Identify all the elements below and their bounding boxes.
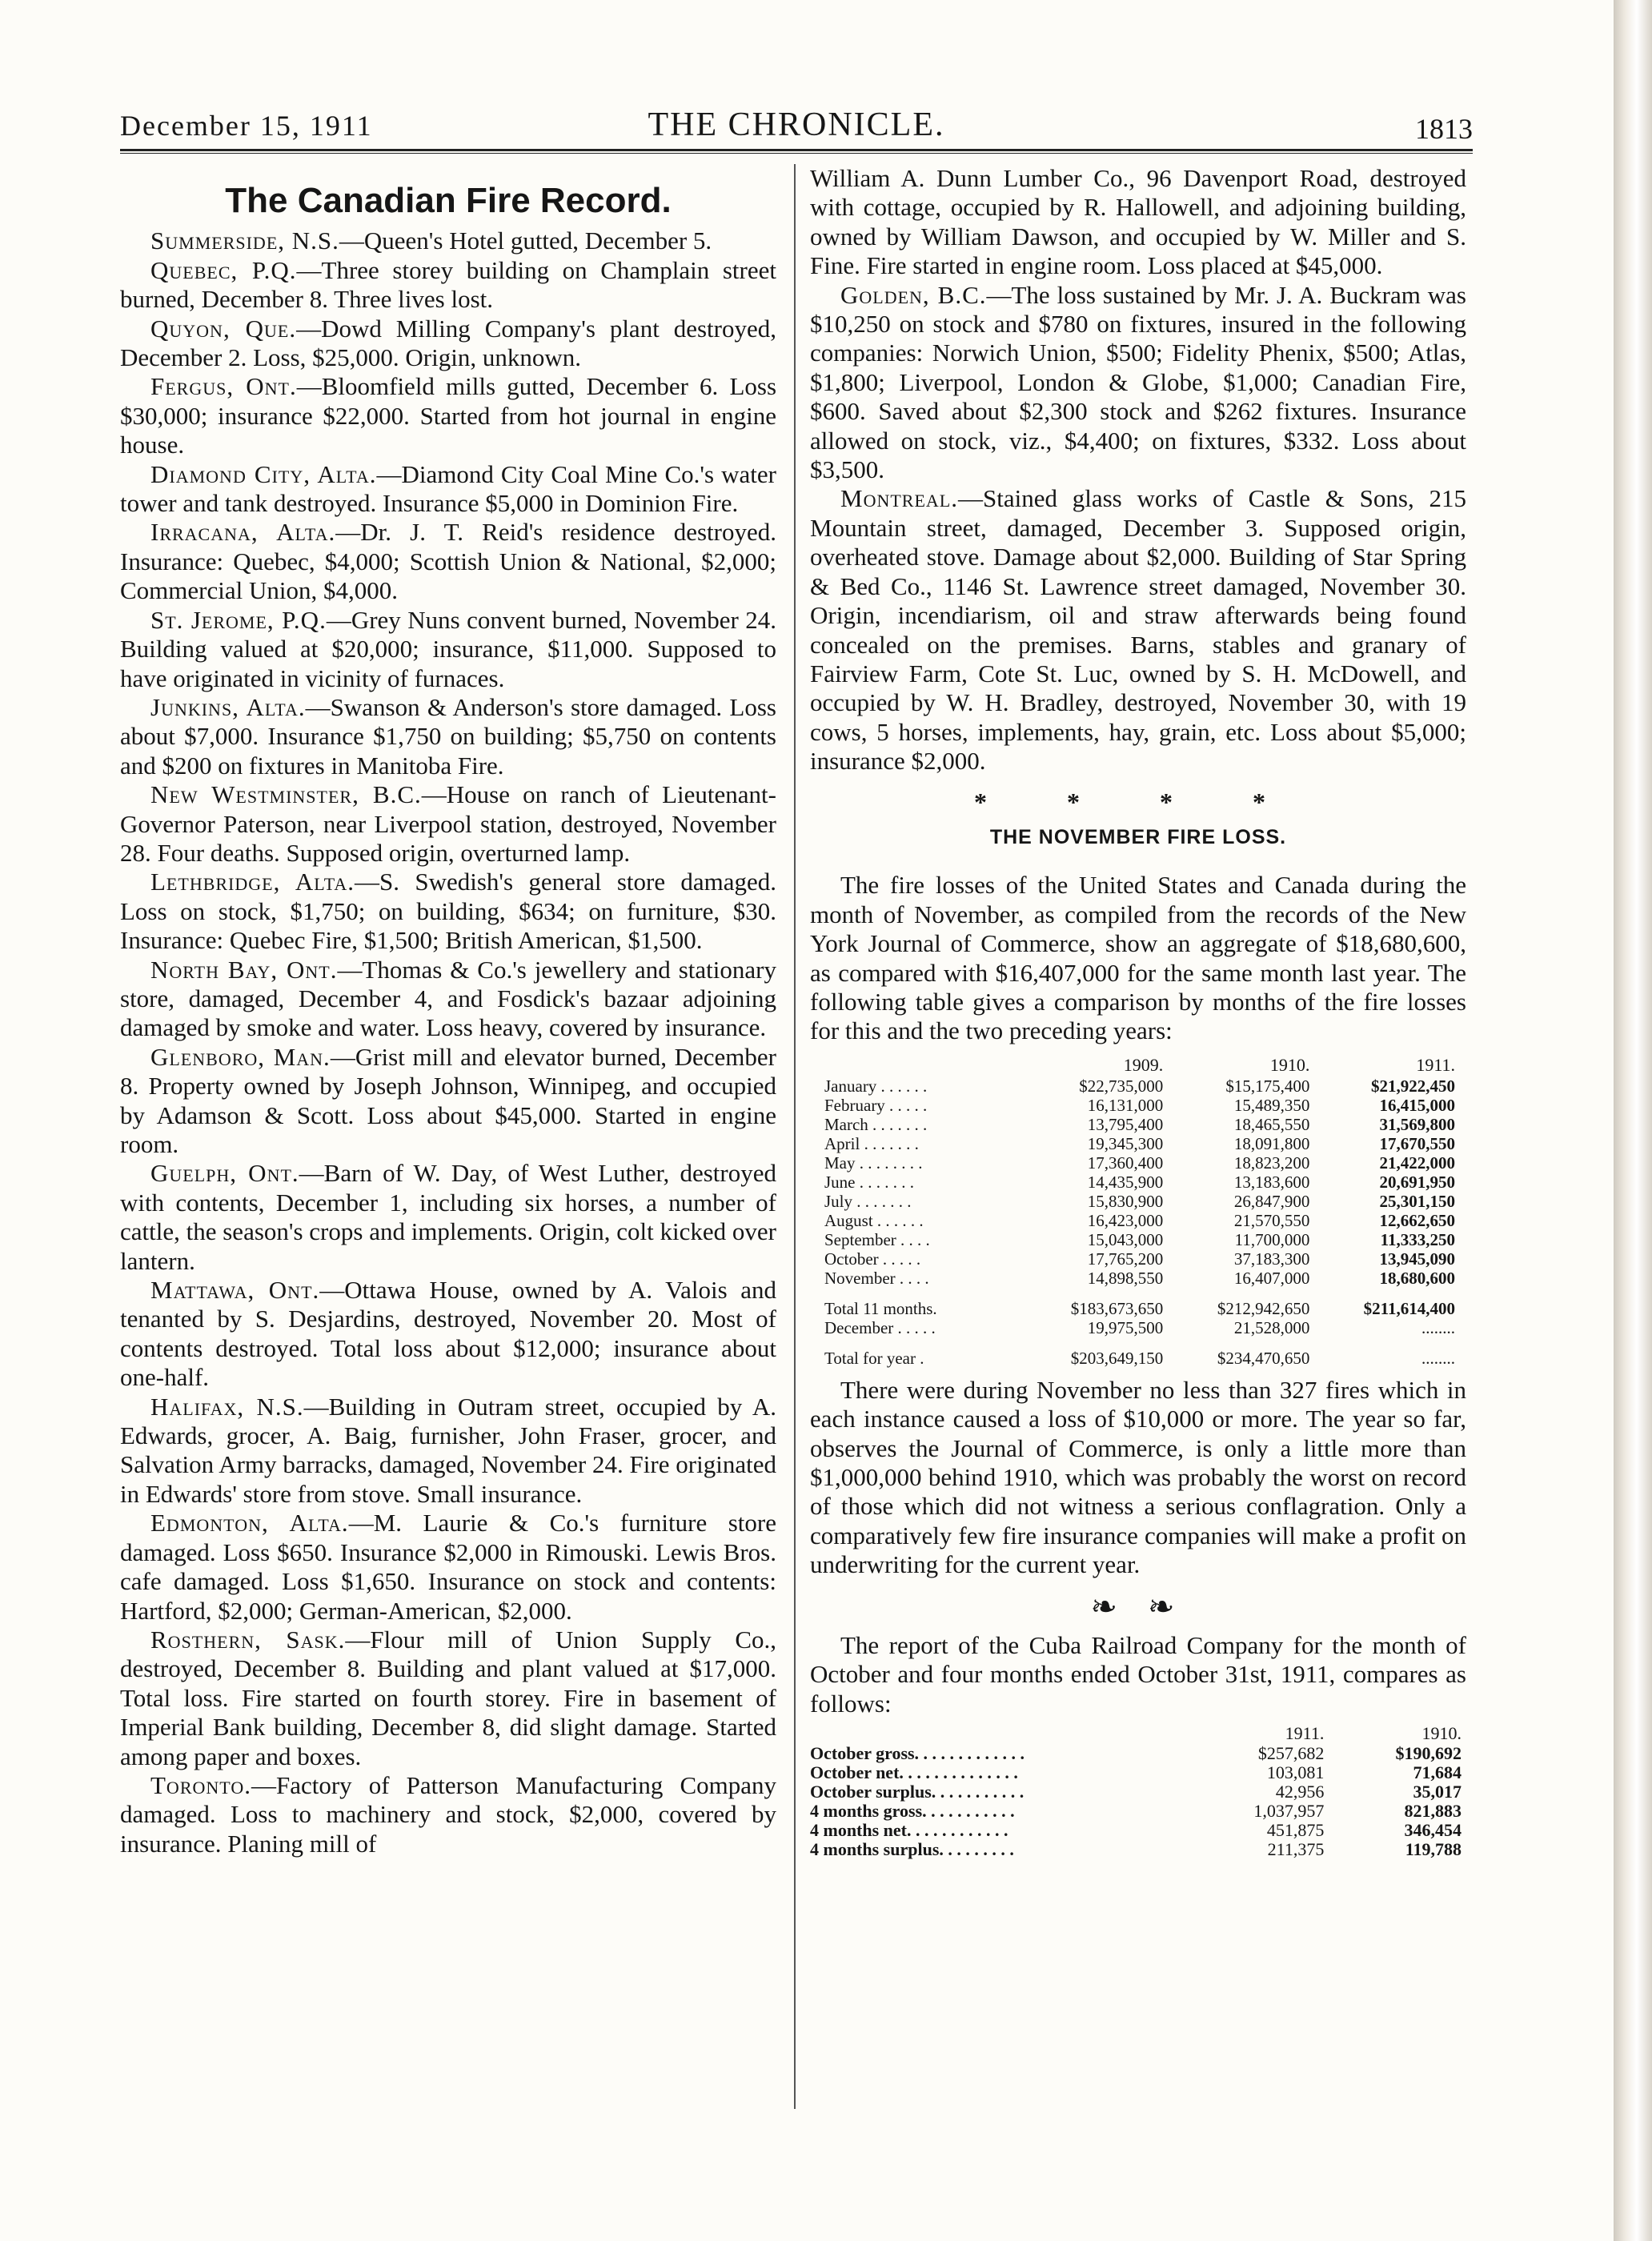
loss-value: 18,823,200 [1233,1153,1310,1173]
item-value: 35,017 [1413,1782,1462,1802]
item-value: 1,037,957 [1253,1801,1325,1822]
entry-text: —Bloomfield mills gutted, December 6. Loss $30,000; insurance $22,000. Started from hot journal in engine house. [120,372,777,459]
loss-value: 25,301,150 [1379,1191,1455,1211]
entry-text: —Dowd Milling Company's plant destroyed, December 2. Loss, $25,000. Origin, unknown. [120,314,776,372]
entry-place: Diamond City, Alta. [150,459,377,488]
month-label: December . . . . . [824,1317,936,1337]
fire-record-entry [120,372,776,459]
item-label: October surplus. . . . . . . . . . . [810,1782,1024,1802]
entry-place: North Bay, Ont. [150,955,338,984]
table-row [810,1318,1466,1337]
fire-loss-table [810,1056,1466,1368]
table-row [810,1821,1466,1840]
month-label: Total for year . [824,1348,924,1368]
month-label: June . . . . . . . [824,1172,914,1192]
table-row [810,1744,1466,1763]
loss-value: 11,333,250 [1380,1229,1455,1249]
header-date: December 15, 1911 [120,110,373,142]
loss-value: 16,423,000 [1087,1210,1164,1230]
table-row [810,1173,1466,1192]
month-label: July . . . . . . . [824,1191,912,1211]
loss-value: 16,415,000 [1379,1095,1455,1115]
page [120,0,1473,2241]
fire-loss-table-header [810,1056,1466,1076]
entry-text: —Queen's Hotel gutted, December 5. [339,227,712,255]
fire-record-entry [120,780,776,868]
section-separator-stars: * * * * [974,787,1302,816]
fire-record-entry [120,1043,776,1160]
loss-value: 17,670,550 [1379,1133,1455,1153]
loss-value: $21,922,450 [1371,1076,1455,1096]
item-value: 42,956 [1275,1782,1325,1802]
entry-text: —Stained glass works of Castle & Sons, 215 Mountain street, damaged, December 3. Supposed origin, overheated stove. Damage about $2,000. Building of Star Spring & Bed Co., 1146 St. Lawrence street damaged, November 30. Origin, incendiarism, oil and straw afterwards being found concealed on the premises. Barns, stables and granary of Fairview Farm, Cote St. Luc, owned by S. H. McDowell, and occupied by W. H. Bradley, destroyed, November 30, with 19 cows, 5 horses, implements, hay, grain, etc. Loss about $5,000; insurance $2,000. [810,484,1466,776]
loss-value: 15,489,350 [1233,1095,1310,1115]
entry-place: Fergus, Ont. [150,372,297,401]
entry-text: —Three storey building on Champlain street burned, December 8. Three lives lost. [120,255,776,314]
entry-place: Golden, B.C. [840,280,987,309]
loss-value: 37,183,300 [1233,1249,1310,1269]
table-row [810,1337,1466,1368]
item-label: October gross. . . . . . . . . . . . . [810,1743,1025,1764]
loss-value: $203,649,150 [1070,1348,1164,1368]
month-label: April . . . . . . . [824,1133,919,1153]
fire-record-entry [120,460,776,519]
table-row [810,1153,1466,1173]
loss-value: $212,942,650 [1217,1298,1310,1318]
month-label: September . . . . [824,1229,930,1249]
table-row [810,1192,1466,1211]
entry-place: Junkins, Alta. [150,692,306,721]
table-row [810,1211,1466,1230]
entry-text: —Grist mill and elevator burned, December 8. Property owned by Joseph Johnson, Winnipeg, and occupied by Adamson & Scott. Loss about $45,000. Started in engine room. [120,1042,776,1158]
entry-place: Irracana, Alta. [150,518,336,547]
table-row [810,1249,1466,1269]
loss-value: 15,830,900 [1087,1191,1164,1211]
cuba-railroad-table [810,1723,1466,1859]
loss-value: 18,091,800 [1233,1133,1310,1153]
loss-value: 18,680,600 [1379,1268,1455,1288]
loss-value: 13,945,090 [1379,1249,1455,1269]
entry-place: St. Jerome, P.Q. [150,605,327,634]
loss-value: ........ [1421,1348,1455,1368]
entry-place: Quyon, Que. [150,314,297,343]
continued-paragraph: William A. Dunn Lumber Co., 96 Davenport Road, destroyed with cottage, occupied by R. Hallowell, and adjoining building, owned by William Dawson, and occupied by W. Miller and S. Fine. Fire started in engine room. Loss placed at $45,000. [810,164,1466,280]
fire-loss-table-body [810,1076,1466,1368]
entry-text: —M. Laurie & Co.'s furniture store damaged. Loss $650. Insurance $2,000 in Rimouski. Lewis Bros. cafe damaged. Loss $1,650. Insurance on stock and contents: Hartford, $2,000; German-American, $2,000. [120,1509,777,1625]
fire-record-entry [120,1509,776,1626]
entry-place: Halifax, N.S. [150,1392,304,1421]
loss-value: 26,847,900 [1233,1191,1310,1211]
column-header [810,1723,1183,1744]
fire-record-entry [120,518,776,605]
loss-value: 13,795,400 [1087,1114,1164,1134]
entry-text: —S. Swedish's general store damaged. Loss on stock, $1,750; on building, $634; on furniture, $30. Insurance: Quebec Fire, $1,500; British American, $1,500. [120,868,777,955]
november-commentary: There were during November no less than 327 fires which in each instance caused a loss of $10,000 or more. The year so far, observes the Journal of Commerce, is only a little more than $1,000,000 behind 1910, which was probably the worst on record of those which did not witness a serious conflagration. Only a comparatively few fire insurance companies will make a profit on underwriting for the current year. [810,1375,1466,1579]
loss-value: 11,700,000 [1234,1229,1310,1249]
november-intro: The fire losses of the United States and Canada during the month of November, as compiled from the records of the New York Journal of Commerce, show an aggregate of $18,680,600, as compared with $16,407,000 for the same month last year. The following table gives a comparison by months of the fire losses for this and the two preceding years: [810,871,1466,1045]
section-title: The Canadian Fire Record. [225,181,672,220]
loss-value: 17,765,200 [1087,1249,1164,1269]
column-header: 1911. [1416,1054,1455,1075]
fire-record-entry [810,281,1466,485]
loss-value: $183,673,650 [1070,1298,1164,1318]
entry-place: Rosthern, Sask. [150,1625,346,1654]
table-row [810,1802,1466,1821]
month-label: March . . . . . . . [824,1114,928,1134]
table-row [810,1763,1466,1782]
entry-place: Toronto. [150,1770,251,1799]
entry-text: —Thomas & Co.'s jewellery and stationary store, damaged, December 4, and Fosdick's bazaar adjoining damaged by smoke and water. Loss heavy, covered by insurance. [120,955,776,1042]
table-row [810,1269,1466,1288]
entry-place: Montreal. [840,484,958,513]
fire-record-entry [120,315,776,373]
fire-record-entry [120,1159,776,1276]
table-row [810,1288,1466,1318]
fleuron-ornament: ❧ ❧ [1090,1588,1186,1625]
left-column [120,164,776,1858]
fire-record-entry [120,956,776,1043]
header-rule [120,149,1473,154]
fire-record-list-continued [810,281,1466,776]
item-value: 821,883 [1404,1801,1462,1822]
table-row [810,1782,1466,1802]
loss-value: 21,570,550 [1233,1210,1310,1230]
table-row [810,1230,1466,1249]
item-value: 103,081 [1266,1762,1325,1783]
column-header: 1910. [1269,1054,1310,1075]
fire-record-entry [120,1626,776,1771]
entry-place: Quebec, P.Q. [150,255,297,284]
column-header [810,1056,1028,1076]
item-value: 211,375 [1267,1839,1325,1860]
item-value: 346,454 [1404,1820,1462,1841]
cuba-intro: The report of the Cuba Railroad Company for the month of October and four months ended October 31st, 1911, compares as follows: [810,1631,1466,1718]
fire-record-list [120,227,776,1858]
entry-text: —Barn of W. Day, of West Luther, destroyed with contents, December 1, including six horses, a number of cattle, the season's crops and implements. Origin, colt kicked over lantern. [120,1159,776,1275]
fire-record-entry [120,256,776,315]
loss-value: 16,407,000 [1233,1268,1310,1288]
header-page-number: 1813 [1415,113,1473,145]
loss-value: 21,422,000 [1379,1153,1455,1173]
column-rule [794,164,796,2109]
entry-text: —House on ranch of Lieutenant-Governor Paterson, near Liverpool station, destroyed, November 28. Four deaths. Supposed origin, overturned lamp. [120,780,776,867]
loss-value: $15,175,400 [1225,1076,1310,1096]
fire-record-entry [120,1771,776,1858]
month-label: November . . . . [824,1268,929,1288]
entry-text: —Ottawa House, owned by A. Valois and tenanted by S. Desjardins, destroyed, November 20. Most of contents destroyed. Total loss about $12,000; insurance about one-half. [120,1276,776,1392]
item-value: $257,682 [1257,1743,1325,1764]
loss-value: 17,360,400 [1087,1153,1164,1173]
right-column [810,164,1466,1859]
entry-text: —Building in Outram street, occupied by A. Edwards, grocer, A. Baig, furnisher, John Fraser, grocer, and Salvation Army barracks, damaged, November 24. Fire originated in Edwards' store from stove. Small insurance. [120,1392,776,1508]
loss-value: 18,465,550 [1233,1114,1310,1134]
header-title: THE CHRONICLE. [648,106,945,143]
entry-place: Lethbridge, Alta. [150,868,355,896]
cuba-table-body [810,1744,1466,1859]
item-label: 4 months surplus. . . . . . . . . [810,1839,1014,1860]
item-value: 451,875 [1266,1820,1325,1841]
entry-place: New Westminster, B.C. [150,780,422,809]
table-row [810,1076,1466,1096]
entry-text: —Grey Nuns convent burned, November 24. Building valued at $20,000; insurance, $11,000. Supposed to have originated in vicinity of furnaces. [120,605,777,692]
month-label: May . . . . . . . . [824,1153,923,1173]
running-header [120,106,1473,154]
table-row [810,1840,1466,1859]
fire-record-entry [120,227,776,255]
month-label: February . . . . . [824,1095,928,1115]
entry-place: Guelph, Ont. [150,1159,299,1188]
column-header: 1911. [1285,1723,1325,1744]
entry-text: —Swanson & Anderson's store damaged. Loss about $7,000. Insurance $1,750 on building; $5,750 on contents and $200 on fixtures in Manitoba Fire. [120,692,776,780]
entry-text: —Dr. J. T. Reid's residence destroyed. Insurance: Quebec, $4,000; Scottish Union & National, $2,000; Commercial Union, $4,000. [120,518,776,605]
entry-text: —The loss sustained by Mr. J. A. Buckram was $10,250 on stock and $780 on fixtures, insured in the following companies: Norwich Union, $500; Fidelity Phenix, $500; Atlas, $1,800; Liverpool, London & Globe, $1,000; Canadian Fire, $600. Saved about $2,300 stock and $262 fixtures. Insurance allowed on stock, viz., $4,400; on fixtures, $332. Loss about $3,500. [810,280,1466,484]
table-row [810,1115,1466,1134]
month-label: August . . . . . . [824,1210,924,1230]
loss-value: $22,735,000 [1079,1076,1164,1096]
entry-place: Edmonton, Alta. [150,1509,349,1537]
item-label: October net. . . . . . . . . . . . . . [810,1762,1018,1783]
loss-value: $234,470,650 [1217,1348,1310,1368]
loss-value: 15,043,000 [1087,1229,1164,1249]
month-label: October . . . . . [824,1249,921,1269]
loss-value: 13,183,600 [1233,1172,1310,1192]
entry-place: Mattawa, Ont. [150,1276,320,1305]
table-row [810,1134,1466,1153]
loss-value: 12,662,650 [1379,1210,1455,1230]
loss-value: 31,569,800 [1379,1114,1455,1134]
loss-value: 19,975,500 [1087,1317,1164,1337]
loss-value: 16,131,000 [1087,1095,1164,1115]
loss-value: 14,898,550 [1087,1268,1164,1288]
loss-value: ........ [1421,1317,1455,1337]
entry-text: —Factory of Patterson Manufacturing Company damaged. Loss to machinery and stock, $2,000, covered by insurance. Planing mill of [120,1770,776,1858]
column-header: 1909. [1123,1054,1164,1075]
entry-text: —Flour mill of Union Supply Co., destroyed, December 8. Building and plant valued at $17,000. Total loss. Fire started on fourth storey. Fire in basement of Imperial Bank building, December 8, did slight damage. Started among paper and boxes. [120,1625,776,1770]
fire-record-entry [120,606,776,693]
month-label: Total 11 months. [824,1298,937,1318]
loss-value: 14,435,900 [1087,1172,1164,1192]
fire-record-entry [120,1393,776,1509]
item-label: 4 months gross. . . . . . . . . . . [810,1801,1015,1822]
item-value: 71,684 [1413,1762,1462,1783]
cuba-table-header [810,1723,1466,1744]
entry-place: Summerside, N.S. [150,227,339,255]
item-value: 119,788 [1405,1839,1462,1860]
entry-text: —Diamond City Coal Mine Co.'s water tower and tank destroyed. Insurance $5,000 in Dominion Fire. [120,459,776,518]
item-value: $190,692 [1395,1743,1462,1764]
loss-value: $211,614,400 [1363,1298,1455,1318]
table-row [810,1096,1466,1115]
month-label: January . . . . . . [824,1076,928,1096]
item-label: 4 months net. . . . . . . . . . . . [810,1820,1008,1841]
loss-value: 21,528,000 [1233,1317,1310,1337]
november-heading: THE NOVEMBER FIRE LOSS. [989,825,1287,848]
loss-value: 20,691,950 [1379,1172,1455,1192]
fire-record-entry [120,1276,776,1393]
loss-value: 19,345,300 [1087,1133,1164,1153]
page-edge [1614,0,1652,2241]
fire-record-entry [120,693,776,780]
fire-record-entry [810,484,1466,776]
entry-place: Glenboro, Man. [150,1042,331,1071]
fire-record-entry [120,868,776,955]
column-header: 1910. [1421,1723,1462,1744]
